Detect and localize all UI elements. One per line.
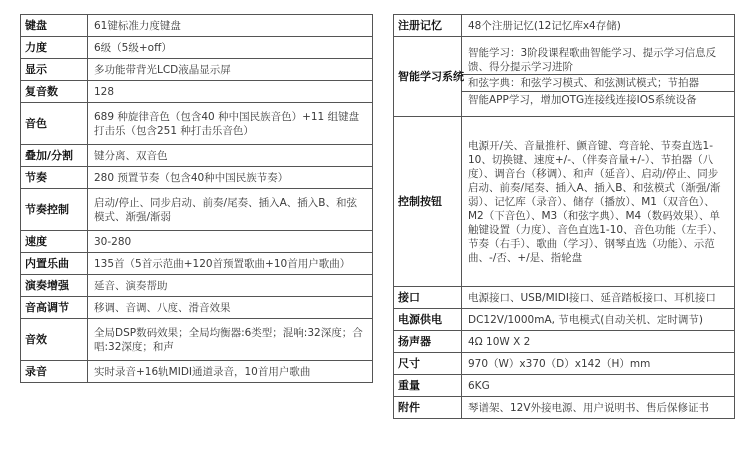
spec-label: 附件 <box>394 397 462 419</box>
spec-row <box>394 117 735 287</box>
spec-row <box>21 103 373 145</box>
left-spec-table <box>20 14 373 383</box>
spec-label: 速度 <box>21 231 88 253</box>
spec-label: 扬声器 <box>394 331 462 353</box>
spec-row <box>394 331 735 353</box>
spec-value: 实时录音+16轨MIDI通道录音，10首用户歌曲 <box>88 361 373 383</box>
spec-value: 48个注册记忆(12记忆库x4存储) <box>462 15 735 37</box>
spec-row <box>21 297 373 319</box>
spec-row <box>394 353 735 375</box>
spec-row <box>21 145 373 167</box>
spec-sub-value: 智能学习：3阶段课程歌曲智能学习、提示学习信息反馈、得分提示学习进阶 <box>468 46 717 73</box>
spec-label: 电源供电 <box>394 309 462 331</box>
spec-label: 节奏 <box>21 167 88 189</box>
spec-label: 接口 <box>394 287 462 309</box>
spec-row <box>21 253 373 275</box>
spec-label: 音高调节 <box>21 297 88 319</box>
spec-sub-value: 和弦字典：和弦学习模式、和弦测试模式；节拍器 <box>462 74 734 91</box>
spec-label: 复音数 <box>21 81 88 103</box>
spec-row <box>21 361 373 383</box>
spec-label: 重量 <box>394 375 462 397</box>
spec-row <box>21 189 373 231</box>
spec-row <box>394 287 735 309</box>
spec-value: 延音、演奏帮助 <box>88 275 373 297</box>
spec-value: 多功能带背光LCD液晶显示屏 <box>88 59 373 81</box>
spec-row <box>394 375 735 397</box>
spec-value: 键分离、双音色 <box>88 145 373 167</box>
spec-label: 录音 <box>21 361 88 383</box>
spec-label: 智能学习系统 <box>394 37 462 117</box>
spec-label: 音色 <box>21 103 88 145</box>
spec-sub-value: 智能APP学习，增加OTG连接线连接IOS系统设备 <box>462 91 734 108</box>
spec-row <box>21 231 373 253</box>
spec-value: 6级（5级+off） <box>88 37 373 59</box>
spec-value: 689 种旋律音色（包含40 种中国民族音色）+11 组键盘打击乐（包含251 种打击乐音色） <box>88 103 373 145</box>
spec-row <box>394 15 735 37</box>
spec-value: 61键标准力度键盘 <box>88 15 373 37</box>
spec-label: 力度 <box>21 37 88 59</box>
spec-label: 键盘 <box>21 15 88 37</box>
spec-label: 内置乐曲 <box>21 253 88 275</box>
spec-value: 电源开/关、音量推杆、颤音键、弯音轮、节奏直选1-10、切换键、速度+/-、（伴奏音量+/-）、节拍器（八度）、调音台（移调）、和声（延音）、启动/停止、同步启动、前奏/尾奏、插入A、插入B、和弦模式（渐强/渐弱）、记忆库（录音）、储存（播放）、M1（双音色）、M2（下音色）、M3（和弦字典）、M4（数码效果）、单触键设置（力度）、音色直选1-10、音色功能（左手）、节奏（右手）、歌曲（学习）、钢琴直选（功能）、示范曲、-/否、+/是、指轮盘 <box>462 117 735 287</box>
spec-value: 全局DSP数码效果；全局均衡器:6类型；混响:32深度；合唱:32深度；和声 <box>88 319 373 361</box>
spec-value: 6KG <box>462 375 735 397</box>
spec-label: 演奏增强 <box>21 275 88 297</box>
spec-row <box>394 309 735 331</box>
spec-value <box>462 37 735 117</box>
spec-row <box>21 275 373 297</box>
spec-row <box>394 397 735 419</box>
spec-value: 启动/停止、同步启动、前奏/尾奏、插入A、插入B、和弦模式、渐强/渐弱 <box>88 189 373 231</box>
spec-row <box>394 37 735 117</box>
spec-row <box>21 319 373 361</box>
spec-row <box>21 167 373 189</box>
spec-row <box>21 81 373 103</box>
spec-label: 注册记忆 <box>394 15 462 37</box>
spec-row <box>21 59 373 81</box>
spec-value: 电源接口、USB/MIDI接口、延音踏板接口、耳机接口 <box>462 287 735 309</box>
spec-value: DC12V/1000mA, 节电模式(自动关机、定时调节) <box>462 309 735 331</box>
spec-value: 280 预置节奏（包含40种中国民族节奏） <box>88 167 373 189</box>
spec-label: 尺寸 <box>394 353 462 375</box>
spec-label: 音效 <box>21 319 88 361</box>
spec-label: 控制按钮 <box>394 117 462 287</box>
spec-value: 琴谱架、12V外接电源、用户说明书、售后保修证书 <box>462 397 735 419</box>
spec-value: 135首（5首示范曲+120首预置歌曲+10首用户歌曲） <box>88 253 373 275</box>
spec-row <box>21 37 373 59</box>
spec-row <box>21 15 373 37</box>
spec-label: 显示 <box>21 59 88 81</box>
spec-value: 移调、音调、八度、滑音效果 <box>88 297 373 319</box>
spec-value: 970（W）x370（D）x142（H）mm <box>462 353 735 375</box>
spec-label: 节奏控制 <box>21 189 88 231</box>
spec-value: 4Ω 10W X 2 <box>462 331 735 353</box>
spec-label: 叠加/分割 <box>21 145 88 167</box>
spec-value: 128 <box>88 81 373 103</box>
right-spec-table <box>393 14 735 419</box>
spec-value: 30-280 <box>88 231 373 253</box>
